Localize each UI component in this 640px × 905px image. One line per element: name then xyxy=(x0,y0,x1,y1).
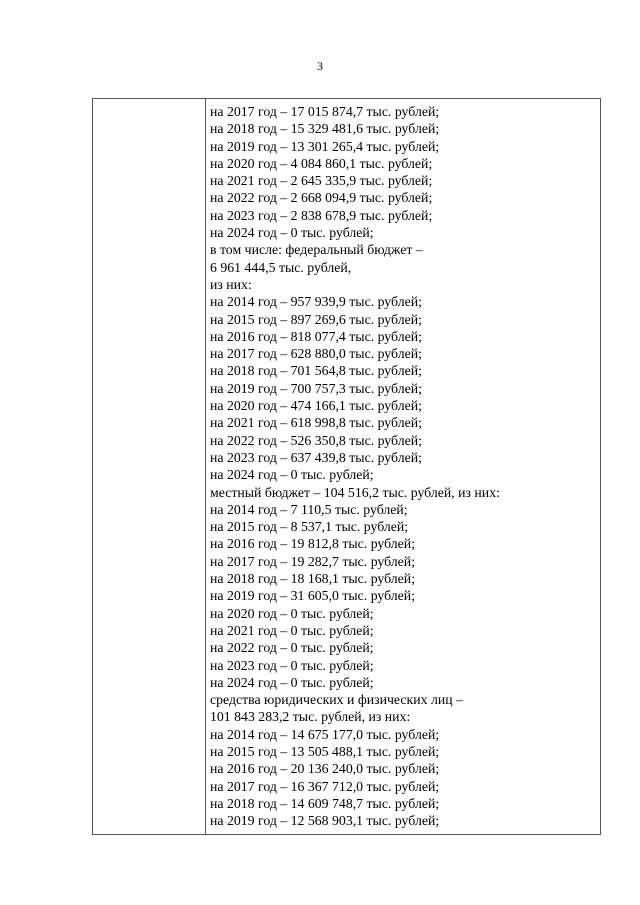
funding-table xyxy=(92,98,601,835)
funding-line: на 2024 год – 0 тыс. рублей; xyxy=(210,467,374,483)
funding-line: на 2015 год – 13 505 488,1 тыс. рублей; xyxy=(210,743,440,759)
funding-line: на 2019 год – 12 568 903,1 тыс. рублей; xyxy=(210,813,440,829)
funding-line: из них: xyxy=(210,276,252,292)
funding-line: на 2023 год – 0 тыс. рублей; xyxy=(210,657,374,673)
funding-line: на 2020 год – 4 084 860,1 тыс. рублей; xyxy=(210,155,433,171)
funding-line: на 2014 год – 7 110,5 тыс. рублей; xyxy=(210,501,408,517)
funding-line: на 2020 год – 0 тыс. рублей; xyxy=(210,605,374,621)
funding-line: на 2023 год – 2 838 678,9 тыс. рублей; xyxy=(210,207,433,223)
funding-line: на 2015 год – 897 269,6 тыс. рублей; xyxy=(210,311,422,327)
funding-line: 6 961 444,5 тыс. рублей, xyxy=(210,259,352,275)
funding-line: на 2019 год – 700 757,3 тыс. рублей; xyxy=(210,380,422,396)
funding-line: на 2015 год – 8 537,1 тыс. рублей; xyxy=(210,519,409,535)
funding-line: на 2016 год – 818 077,4 тыс. рублей; xyxy=(210,328,422,344)
funding-line: на 2016 год – 20 136 240,0 тыс. рублей; xyxy=(210,761,440,777)
funding-line: на 2021 год – 2 645 335,9 тыс. рублей; xyxy=(210,173,433,189)
funding-line: на 2022 год – 526 350,8 тыс. рублей; xyxy=(210,432,422,448)
funding-lines xyxy=(210,103,596,829)
page-number: 3 xyxy=(317,59,323,73)
funding-line: на 2017 год – 17 015 874,7 тыс. рублей; xyxy=(210,104,440,119)
funding-line: на 2021 год – 0 тыс. рублей; xyxy=(210,622,374,638)
funding-line: на 2019 год – 31 605,0 тыс. рублей; xyxy=(210,588,416,604)
funding-line: в том числе: федеральный бюджет – xyxy=(210,242,423,258)
funding-line: на 2020 год – 474 166,1 тыс. рублей; xyxy=(210,398,422,414)
funding-line: средства юридических и физических лиц – xyxy=(210,692,463,708)
funding-line: на 2018 год – 701 564,8 тыс. рублей; xyxy=(210,363,422,379)
funding-line: на 2022 год – 2 668 094,9 тыс. рублей; xyxy=(210,190,433,206)
funding-line: на 2024 год – 0 тыс. рублей; xyxy=(210,225,374,241)
funding-line: на 2016 год – 19 812,8 тыс. рублей; xyxy=(210,536,416,552)
funding-line: на 2021 год – 618 998,8 тыс. рублей; xyxy=(210,415,422,431)
funding-line: на 2023 год – 637 439,8 тыс. рублей; xyxy=(210,449,422,465)
funding-line: на 2024 год – 0 тыс. рублей; xyxy=(210,674,374,690)
funding-line: на 2019 год – 13 301 265,4 тыс. рублей; xyxy=(210,138,440,154)
funding-line: на 2017 год – 628 880,0 тыс. рублей; xyxy=(210,346,422,362)
column-divider xyxy=(205,99,206,834)
funding-line: на 2018 год – 14 609 748,7 тыс. рублей; xyxy=(210,795,440,811)
funding-line: на 2022 год – 0 тыс. рублей; xyxy=(210,640,374,656)
funding-line: 101 843 283,2 тыс. рублей, из них: xyxy=(210,709,411,725)
funding-line: на 2017 год – 16 367 712,0 тыс. рублей; xyxy=(210,778,440,794)
funding-line: местный бюджет – 104 516,2 тыс. рублей, из них: xyxy=(210,484,500,500)
funding-line: на 2017 год – 19 282,7 тыс. рублей; xyxy=(210,553,416,569)
funding-line: на 2018 год – 18 168,1 тыс. рублей; xyxy=(210,571,416,587)
funding-line: на 2014 год – 957 939,9 тыс. рублей; xyxy=(210,294,422,310)
funding-line: на 2018 год – 15 329 481,6 тыс. рублей; xyxy=(210,121,440,137)
funding-line: на 2014 год – 14 675 177,0 тыс. рублей; xyxy=(210,726,440,742)
